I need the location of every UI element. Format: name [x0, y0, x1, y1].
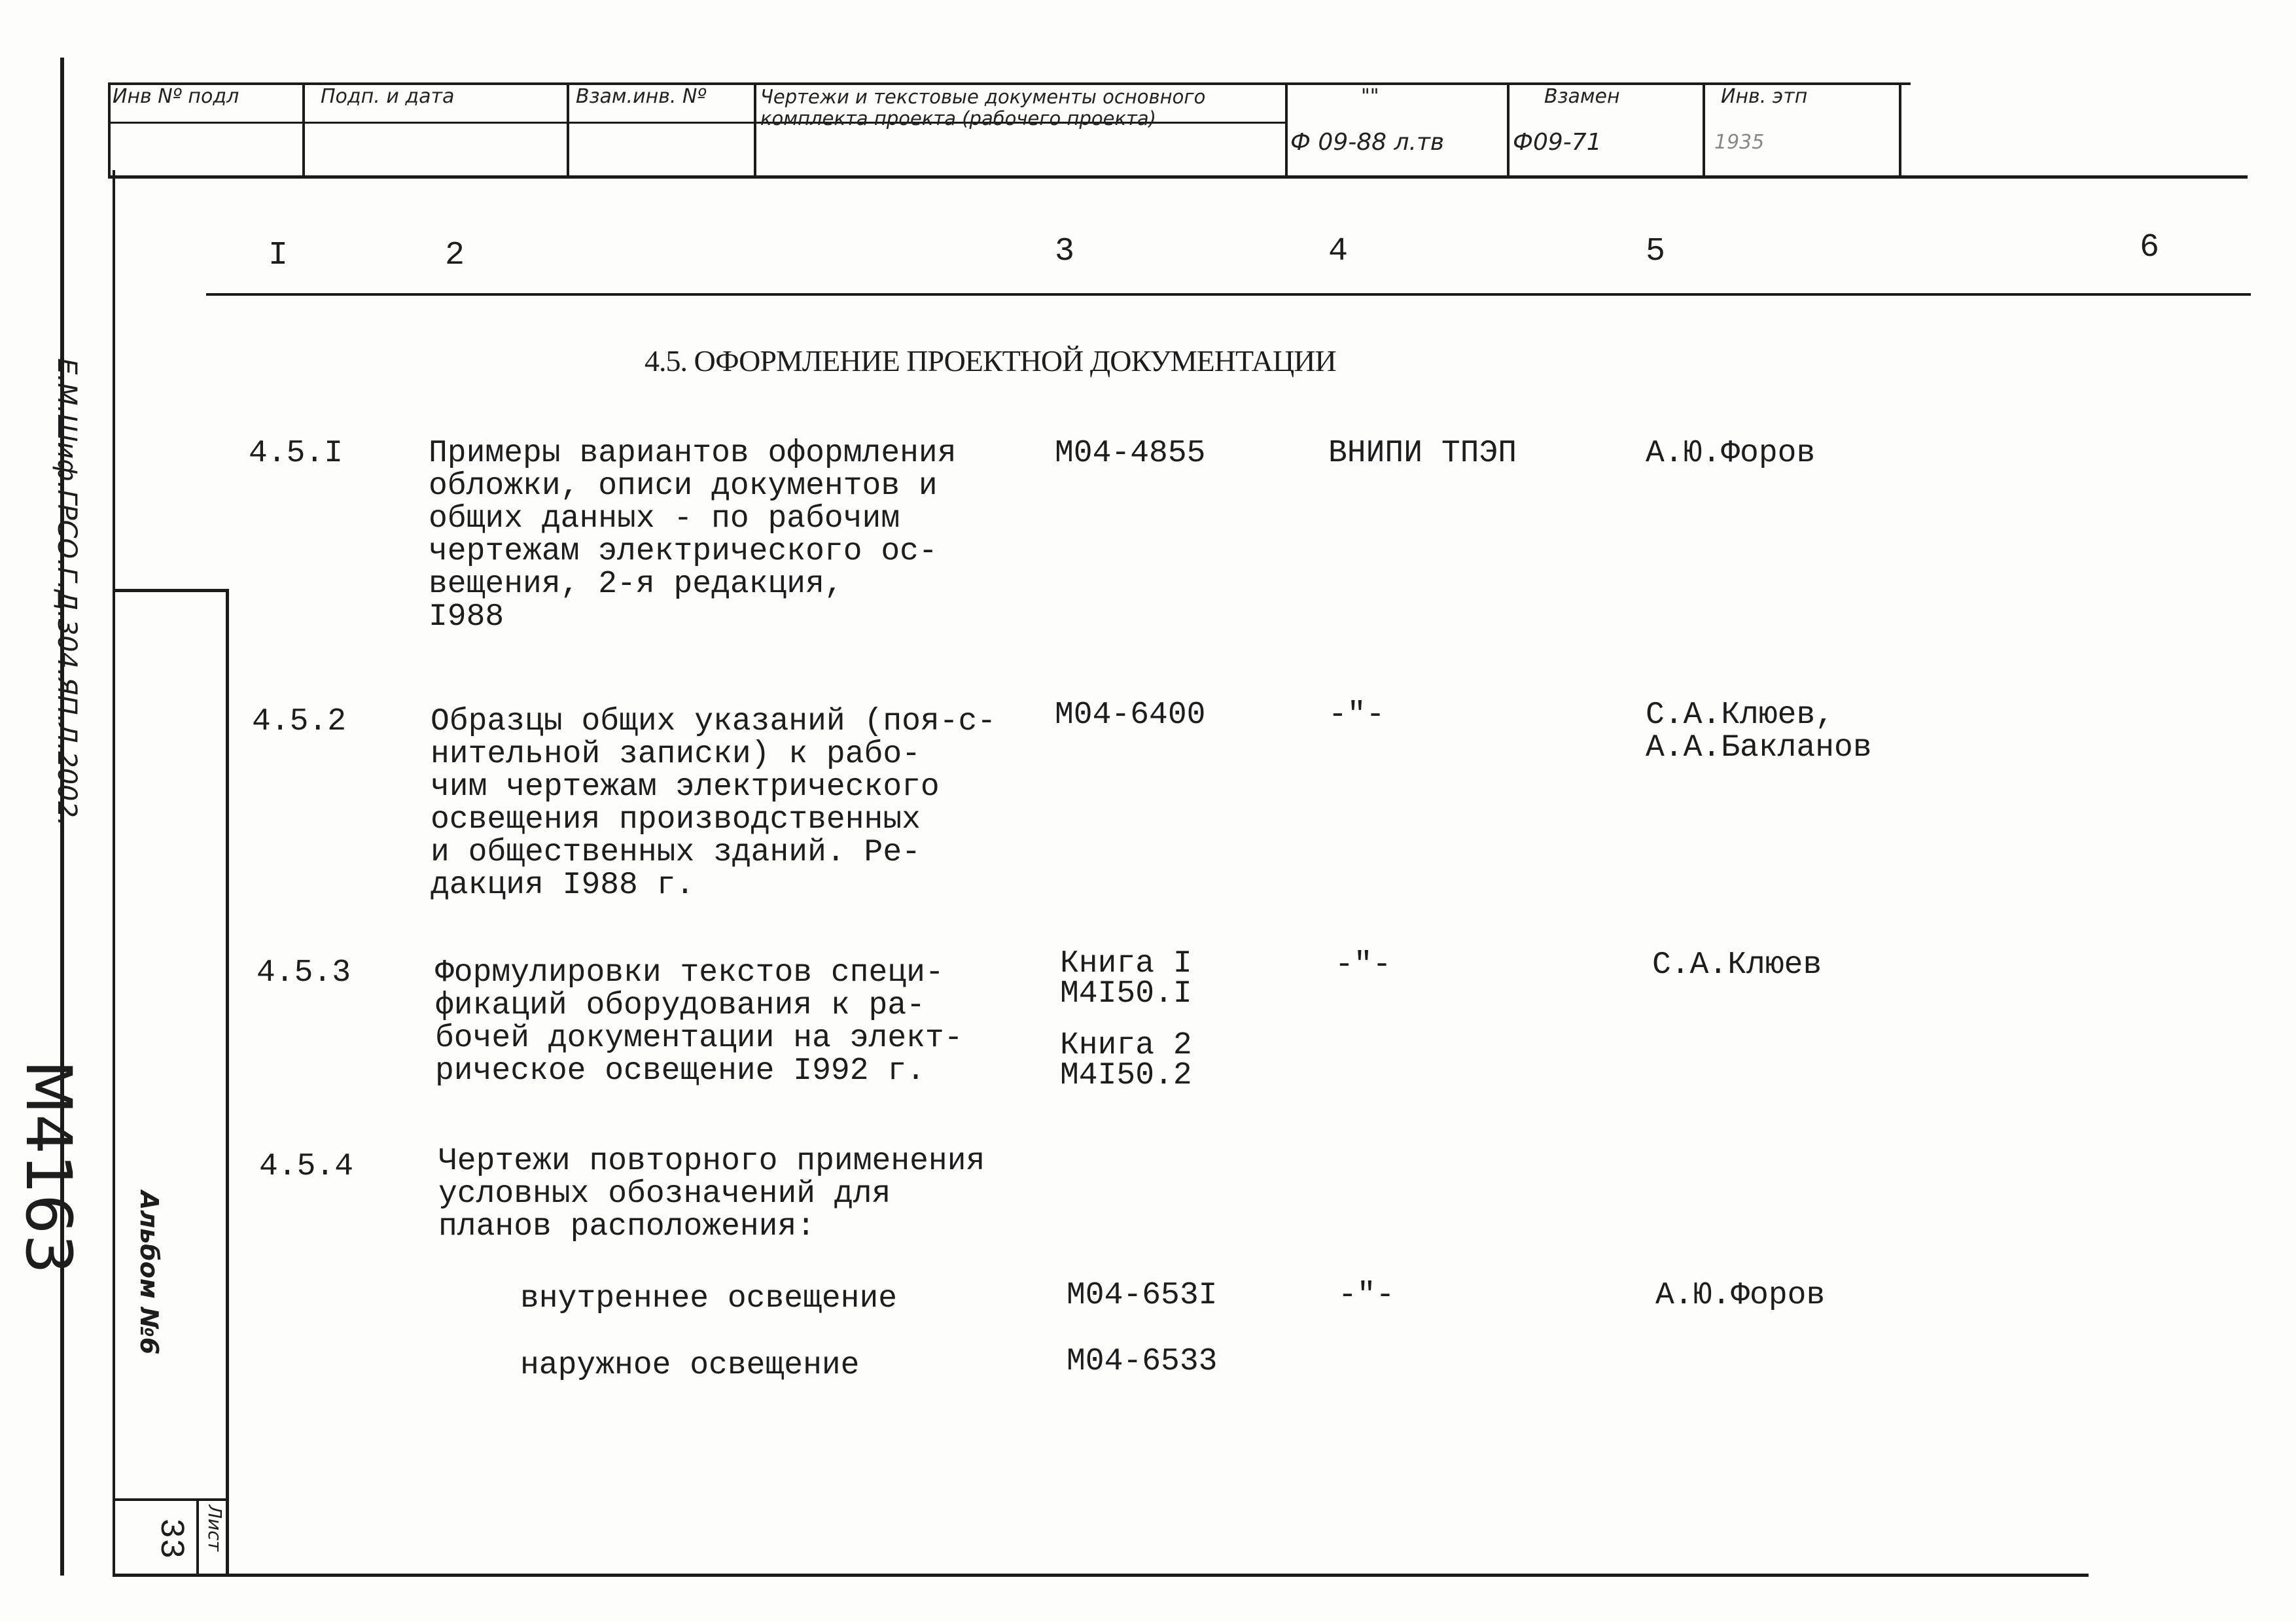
column-number-2: 2 — [445, 237, 465, 274]
margin-box-top — [113, 589, 229, 592]
row-author: С.А.Клюев — [1652, 947, 1822, 983]
replace-value: Ф09-71 — [1513, 132, 1602, 153]
column-number-3: 3 — [1055, 233, 1075, 270]
margin-code: М4163 — [12, 1060, 85, 1275]
margin-box-left — [113, 170, 115, 1577]
row-name: Образцы общих указаний (поя-с- нительной записки) к рабо- чим чертежам электрического освещения производственных и общественных зданий. Ре- дакция I988 г. — [431, 704, 997, 903]
margin-box-divider — [113, 1498, 229, 1501]
row-code: М04-6400 — [1055, 697, 1206, 733]
stamp-sep-5 — [1285, 82, 1288, 178]
row-number: 4.5.I — [249, 436, 344, 471]
margin-box-right — [226, 589, 229, 1577]
row-author: С.А.Клюев, А.А.Бакланов — [1646, 697, 1872, 766]
subrow-author: А.Ю.Форов — [1655, 1278, 1826, 1313]
description-label: Чертежи и текстовые документы основного комплекта проекта (рабочего проекта) — [760, 86, 1206, 130]
margin-vertical-text: Е.М.Шиф.ГРСО.Г.Д.304.ЯП.Л.2002. — [52, 358, 82, 826]
replaced-inv-label: Взам.инв. Nº — [576, 86, 707, 107]
number-label: Инв. этп — [1721, 86, 1808, 107]
stamp-sep-7 — [1703, 82, 1705, 178]
row-org: -"- — [1328, 697, 1385, 733]
replace-label: Взамен — [1544, 86, 1620, 107]
row-number: 4.5.4 — [259, 1149, 354, 1184]
row-code: Книга I М4I50.I — [1060, 946, 1192, 1012]
stamp-sep-4 — [754, 82, 756, 178]
row-org: ВНИПИ ТПЭП — [1328, 436, 1517, 471]
subrow-code: М04-6533 — [1067, 1344, 1218, 1379]
sign-date-label: Подп. и дата — [321, 86, 455, 107]
column-number-5: 5 — [1646, 233, 1666, 270]
stamp-sep-3 — [567, 82, 569, 178]
row-author: А.Ю.Форов — [1646, 436, 1816, 471]
inv-no-label: Инв Nº подл — [113, 86, 239, 107]
header-rule — [206, 293, 2251, 296]
column-number-6: 6 — [2140, 229, 2160, 266]
subrow-code: М04-653I — [1067, 1278, 1218, 1313]
row-org: -"- — [1335, 947, 1392, 983]
row-code: М04-4855 — [1055, 436, 1206, 471]
stamp-bottom-line — [108, 175, 2248, 179]
stamp-sep-6 — [1507, 82, 1510, 178]
column-number-1: I — [268, 237, 289, 274]
subrow-org: -"- — [1338, 1278, 1395, 1313]
row-code-2: Книга 2 М4I50.2 — [1060, 1028, 1192, 1093]
subrow-name: внутреннее освещение — [520, 1281, 898, 1316]
row-name: Чертежи повторного применения условных обозначений для планов расположения: — [438, 1144, 985, 1244]
row-number: 4.5.3 — [256, 955, 351, 991]
stamp-sep-1 — [108, 82, 111, 178]
code-left-top: "" — [1361, 86, 1379, 107]
number-value: 1935 — [1714, 132, 1765, 153]
row-number: 4.5.2 — [252, 704, 347, 739]
code-left: Ф 09-88 л.тв — [1290, 132, 1445, 153]
column-number-4: 4 — [1328, 233, 1349, 270]
stamp-sep-8 — [1899, 82, 1901, 178]
margin-album: Альбом №6 — [135, 1191, 164, 1355]
sheet-box-divider — [196, 1498, 199, 1577]
row-name: Примеры вариантов оформления обложки, описи документов и общих данных - по рабочим чертежам электрического ос- вещения, 2-я редакция, I988 — [429, 436, 957, 635]
stamp-top-line — [108, 82, 1911, 85]
subrow-name: наружное освещение — [520, 1348, 860, 1383]
row-name: Формулировки текстов специ- фикаций оборудования к ра- бочей документации на элект- рическое освещение I992 г. — [435, 955, 963, 1089]
section-title: 4.5. ОФОРМЛЕНИЕ ПРОЕКТНОЙ ДОКУМЕНТАЦИИ — [645, 344, 1336, 378]
sheet-label: Лист — [204, 1505, 226, 1551]
stamp-sep-2 — [302, 82, 305, 178]
bottom-border-line — [113, 1574, 2089, 1577]
sheet-number: 33 — [151, 1518, 190, 1559]
